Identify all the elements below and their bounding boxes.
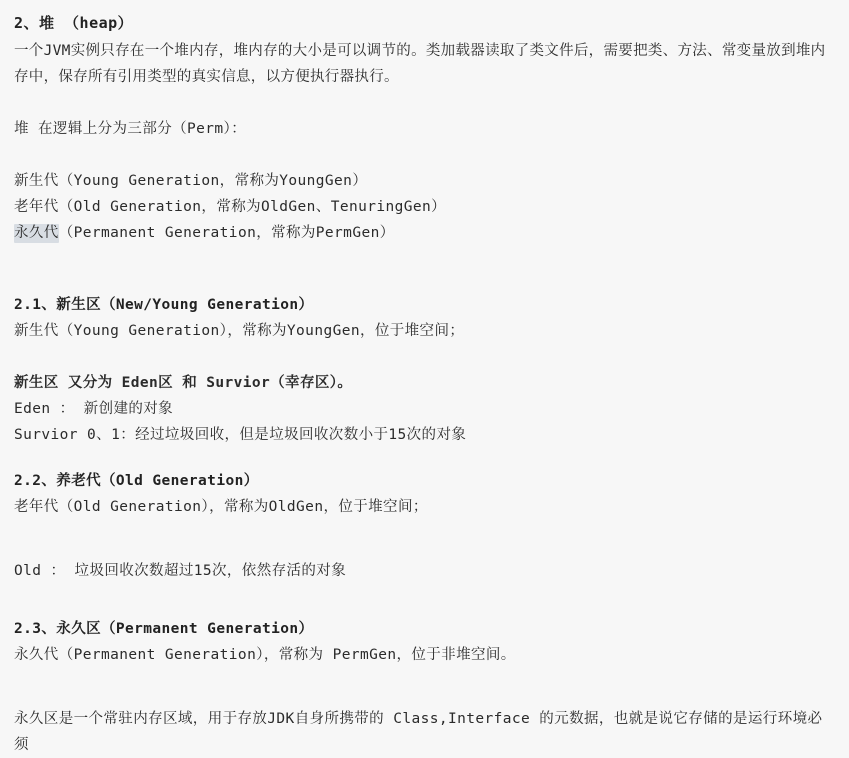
- section-heading: 2、堆 （heap）: [14, 14, 134, 32]
- subsection-2-1-line-5: Survior 0、1：经过垃圾回收，但是垃圾回收次数小于15次的对象: [14, 427, 467, 443]
- spacer: [14, 246, 835, 272]
- generation-perm-rest: （Permanent Generation，常称为PermGen）: [58, 225, 395, 241]
- generation-old-line: 老年代（Old Generation，常称为OldGen、TenuringGen）: [14, 199, 447, 215]
- spacer: [14, 142, 835, 168]
- spacer: [14, 90, 835, 116]
- subsection-2-1-line-3: 新生区 又分为 Eden区 和 Survior（幸存区）。: [14, 375, 353, 391]
- subsection-2-1-line-2: [14, 344, 835, 370]
- subsection-2-3-line-2: [14, 668, 835, 694]
- spacer: [14, 584, 835, 604]
- generation-perm-line: [14, 220, 835, 246]
- spacer: [14, 694, 835, 706]
- spacer: [14, 604, 835, 616]
- subsection-title-2-1: 2.1、新生区（New/Young Generation）: [14, 297, 314, 313]
- subsection-2-1-line-4: Eden ： 新创建的对象: [14, 401, 174, 417]
- selected-text-highlight: 永久代: [14, 225, 59, 241]
- subsection-2-3-line-3: 永久区是一个常驻内存区域，用于存放JDK自身所携带的 Class,Interface 的元数据，也就是说它存储的是运行环境必须: [14, 711, 823, 753]
- subsection-title-2-3: 2.3、永久区（Permanent Generation）: [14, 621, 314, 637]
- subsection-2-2-line-1: 老年代（Old Generation），常称为OldGen，位于堆空间；: [14, 499, 428, 515]
- subsection-2-2-line-3: Old ： 垃圾回收次数超过15次，依然存活的对象: [14, 563, 347, 579]
- spacer: [14, 546, 835, 558]
- subsection-2-1-line-1: 新生代（Young Generation），常称为YoungGen，位于堆空间；: [14, 323, 465, 339]
- subsection-title-2-2: 2.2、养老代（Old Generation）: [14, 473, 259, 489]
- spacer: [14, 448, 835, 468]
- subsection-2-3-line-1: 永久代（Permanent Generation），常称为 PermGen，位于非堆空间。: [14, 647, 516, 663]
- generation-young-line: 新生代（Young Generation，常称为YoungGen）: [14, 173, 368, 189]
- logical-structure-line: 堆 在逻辑上分为三部分（Perm）：: [14, 121, 247, 137]
- intro-paragraph: 一个JVM实例只存在一个堆内存，堆内存的大小是可以调节的。类加载器读取了类文件后，需要把类、方法、常变量放到堆内存中，保存所有引用类型的真实信息，以方便执行器执行。: [14, 43, 826, 85]
- subsection-2-2-line-2: [14, 520, 835, 546]
- spacer: [14, 272, 835, 292]
